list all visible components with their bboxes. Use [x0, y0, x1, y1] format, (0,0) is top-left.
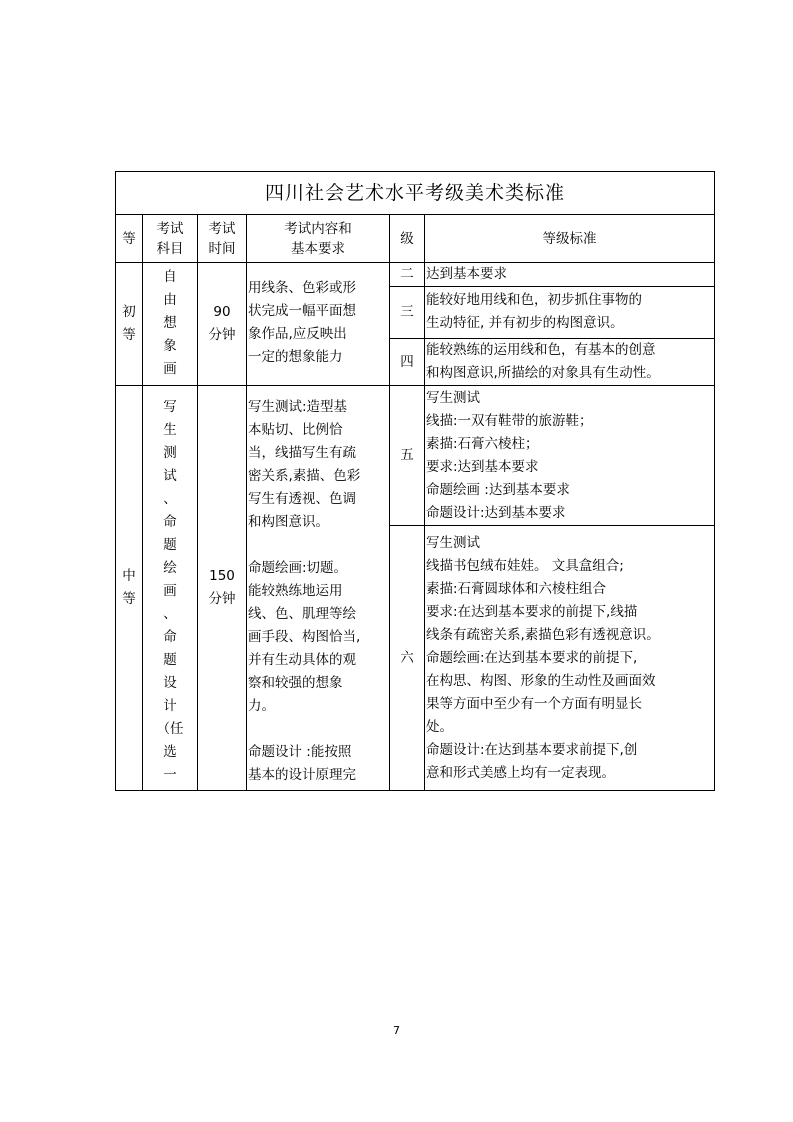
- grade-cell-primary: 初 等: [116, 263, 143, 386]
- level-cell-4: 四: [390, 339, 425, 386]
- page-number: 7: [393, 1024, 400, 1037]
- time-cell-primary: 90 分钟: [198, 263, 247, 386]
- header-content: 考试内容和 基本要求: [247, 215, 390, 263]
- standard-cell-2: 达到基本要求: [425, 263, 715, 287]
- exam-standards-table: [115, 171, 715, 791]
- header-time: 考试 时间: [198, 215, 247, 263]
- header-row: [116, 215, 715, 263]
- header-level: 级: [390, 215, 425, 263]
- time-cell-middle: 150 分钟: [198, 386, 247, 791]
- standard-cell-6: 写生测试 线描书包绒布娃娃。 文具盒组合; 素描:石膏圆球体和六棱柱组合 要求:在达到基本要求的前提下,线描 线条有疏密关系,素描色彩有透视意识。 命题绘画:在达到基本要求的前提下, 在构思、构图、形象的生动性及画面效 果等方面中至少有一个方面有明显长 处。 命题设计:在达到基本要求前提下,创 意和形式美感上均有一定表现。: [425, 526, 715, 791]
- standard-cell-3: 能较好地用线和色，初步抓住事物的 生动特征, 并有初步的构图意识。: [425, 287, 715, 339]
- standard-cell-4: 能较熟练的运用线和色，有基本的创意 和构图意识,所描绘的对象具有生动性。: [425, 339, 715, 386]
- level-cell-3: 三: [390, 287, 425, 339]
- level-cell-6: 六: [390, 526, 425, 791]
- level-cell-5: 五: [390, 386, 425, 526]
- grade-cell-middle: 中 等: [116, 386, 143, 791]
- table-title: 四川社会艺术水平考级美术类标准: [116, 172, 715, 215]
- header-standard: 等级标准: [425, 215, 715, 263]
- header-grade: 等: [116, 215, 143, 263]
- subject-cell-middle: 写 生 测 试 、 命 题 绘 画 、 命 题 设 计 （任 选 一: [143, 386, 198, 791]
- header-subject: 考试 科目: [143, 215, 198, 263]
- standard-cell-5: 写生测试 线描:一双有鞋带的旅游鞋； 素描:石膏六棱柱； 要求:达到基本要求 命题绘画 :达到基本要求 命题设计:达到基本要求: [425, 386, 715, 526]
- level-cell-2: 二: [390, 263, 425, 287]
- subject-cell-primary: 自 由 想 象 画: [143, 263, 198, 386]
- content-cell-middle: 写生测试:造型基 本贴切、比例恰 当，线描写生有疏 密关系,素描、色彩 写生有透视、色调 和构图意识。 命题绘画:切题。 能较熟练地运用 线、色、肌理等绘 画手段、构图恰当, 并有生动具体的观 察和较强的想象 力。 命题设计 :能按照 基本的设计原理完: [247, 386, 390, 791]
- table-row: [116, 263, 715, 287]
- table-row: [116, 386, 715, 526]
- content-cell-primary: 用线条、色彩或形 状完成一幅平面想 象作品,应反映出 一定的想象能力: [247, 263, 390, 386]
